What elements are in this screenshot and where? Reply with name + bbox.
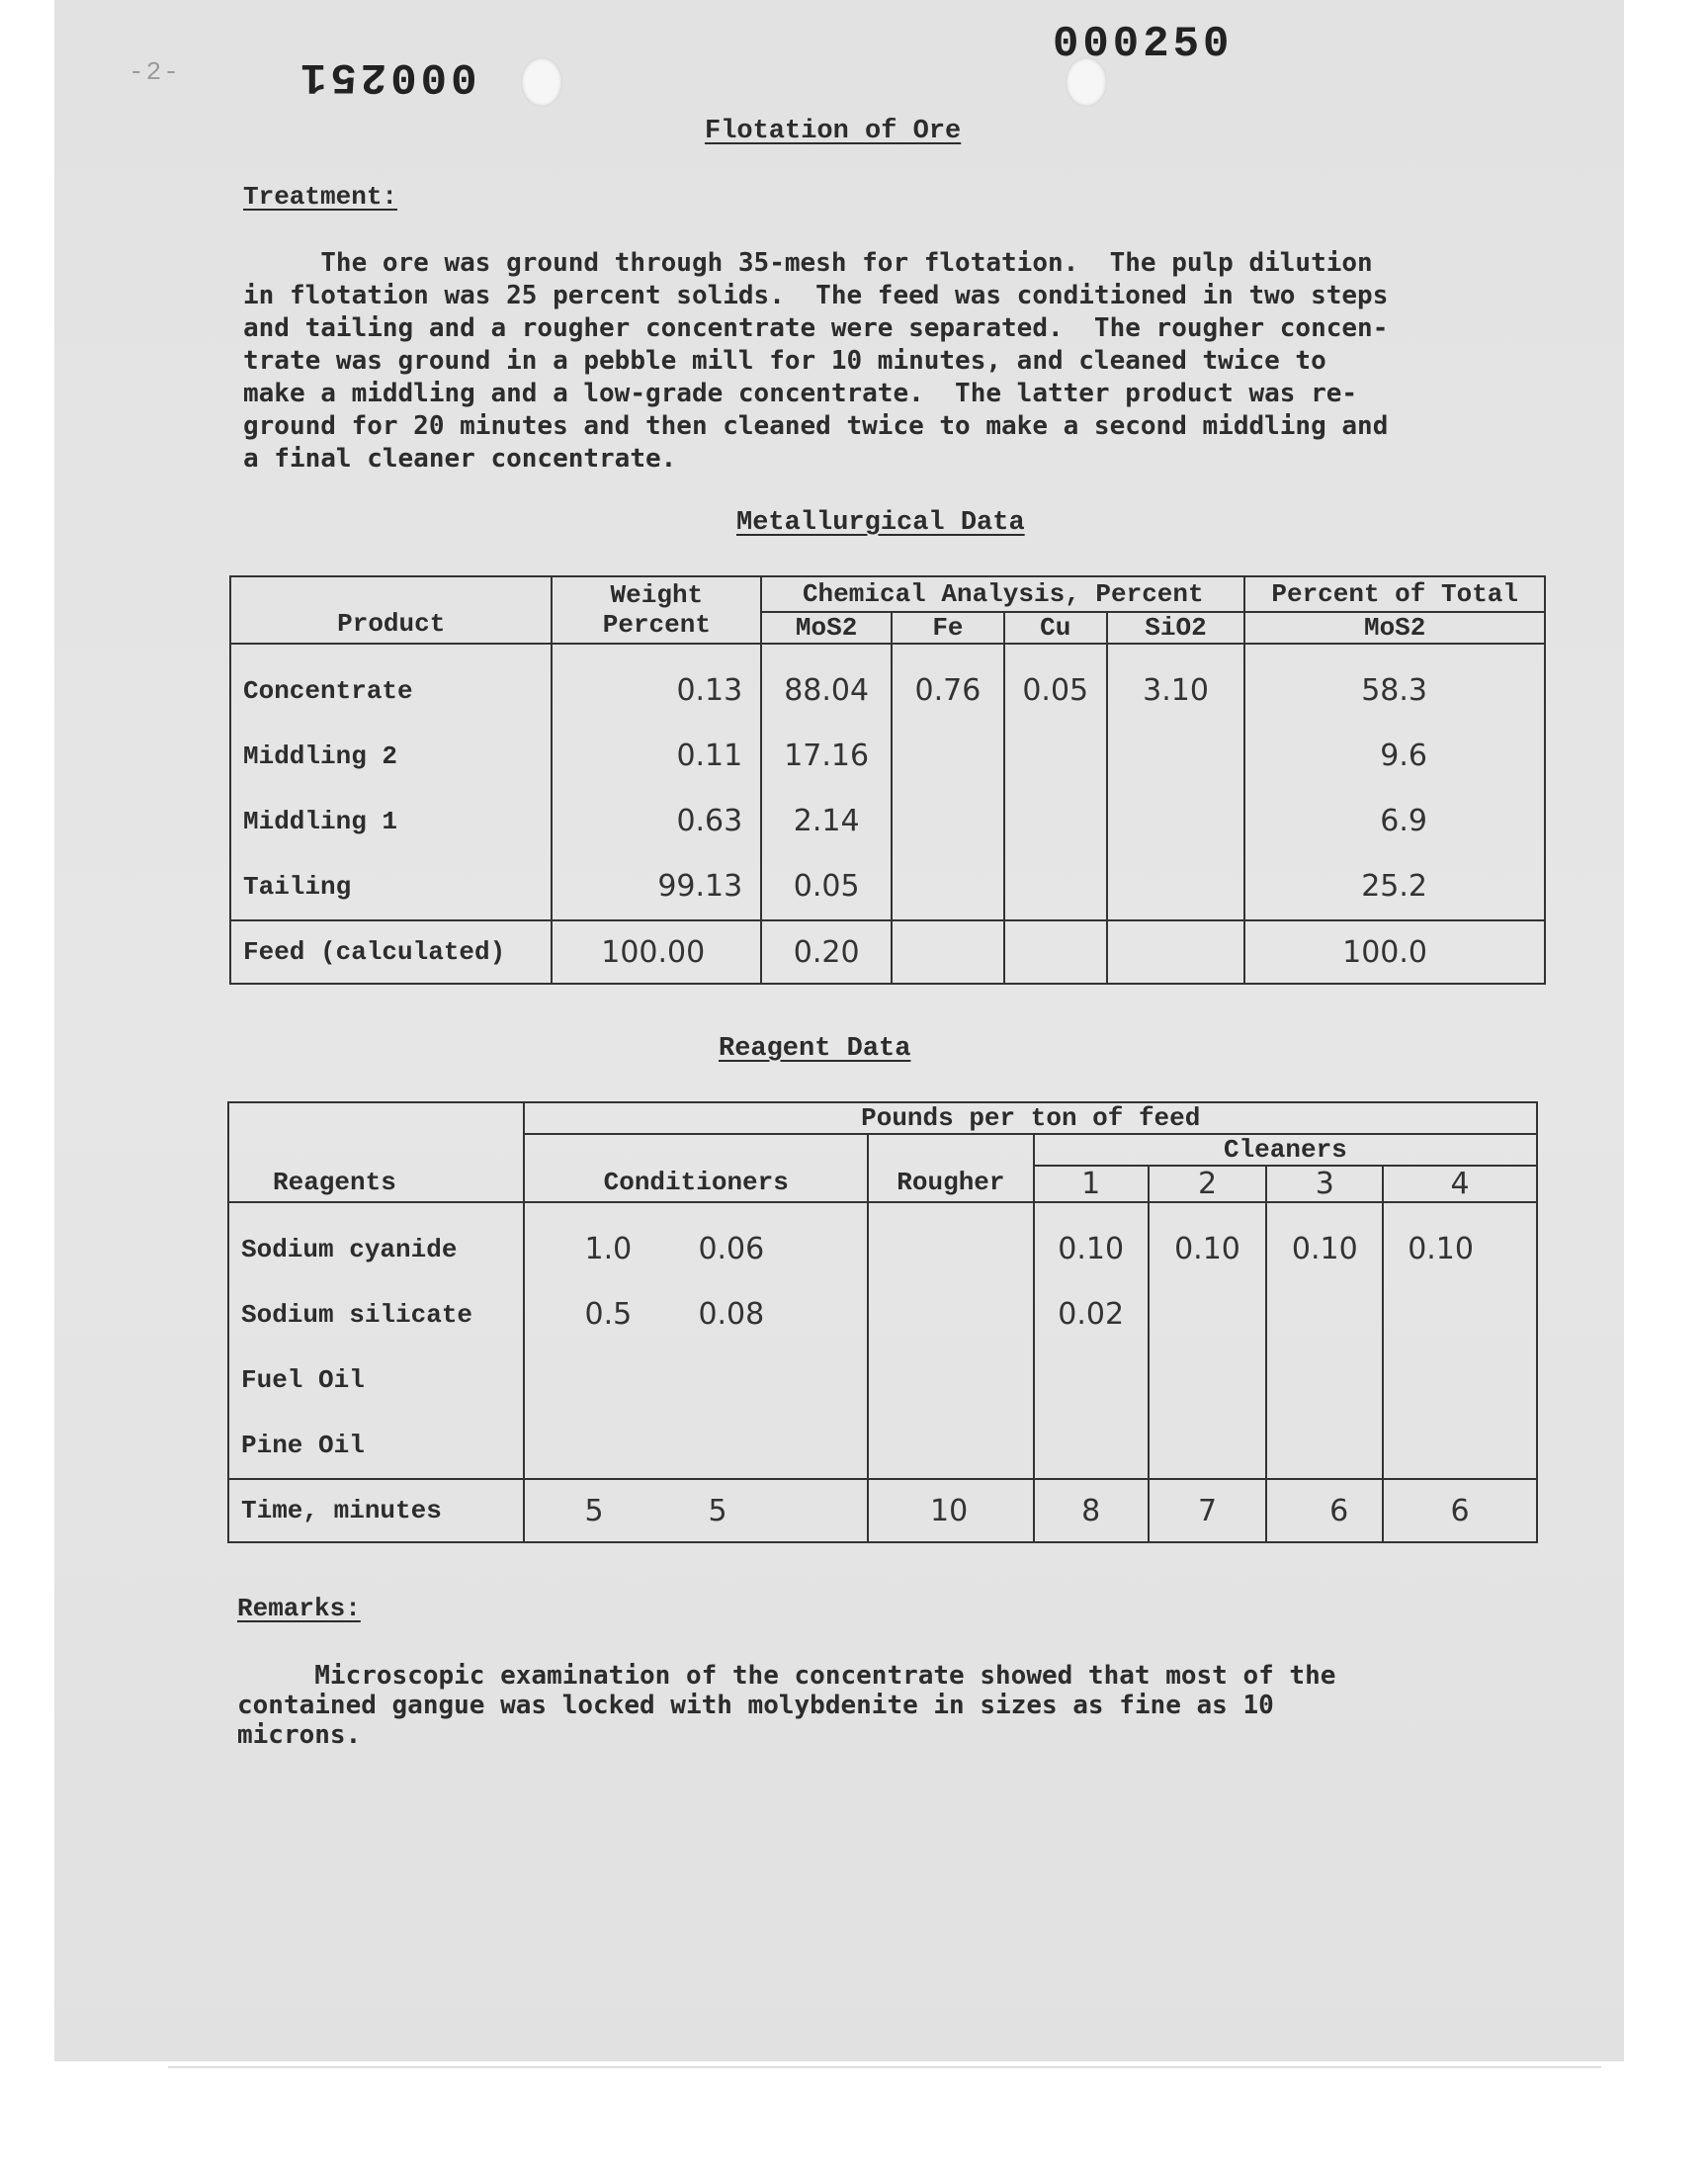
- table-cell: 0.11: [676, 739, 743, 773]
- table-cell-empty: [892, 920, 1004, 984]
- pct-column: [1244, 644, 1545, 920]
- table-cell-empty: [1107, 920, 1245, 984]
- header-weight: [552, 576, 761, 644]
- time-cond-b: 5: [640, 1479, 868, 1542]
- header-cu: Cu: [1004, 612, 1107, 644]
- table-cell: 88.04: [784, 673, 870, 708]
- text-line: contained gangue was locked with molybdenite in sizes as fine as 10: [237, 1691, 1274, 1720]
- table-cell: 0.02: [1058, 1297, 1125, 1332]
- header-rougher: Rougher: [868, 1134, 1034, 1202]
- cleaner-2-column: [1149, 1202, 1267, 1479]
- time-rougher: 10: [868, 1479, 1034, 1542]
- stamp-number-rotated: 000251: [297, 51, 477, 101]
- header-cleaner-2: 2: [1149, 1166, 1267, 1202]
- table-cell: 0.05: [1022, 673, 1089, 708]
- text-line: Microscopic examination of the concentrate showed that most of the: [237, 1661, 1336, 1691]
- weight-column: [552, 644, 761, 920]
- table-cell: Fuel Oil: [241, 1365, 365, 1395]
- conditioner-a-column: [524, 1202, 640, 1479]
- header-cleaner-3: 3: [1266, 1166, 1383, 1202]
- table-cell: 3.10: [1143, 673, 1209, 708]
- header-cleaners: Cleaners: [1034, 1134, 1537, 1166]
- text-line: microns.: [237, 1720, 362, 1750]
- cleaner-4-column: [1383, 1202, 1537, 1479]
- page-edge-line: [168, 2066, 1601, 2068]
- table-cell: Pine Oil: [241, 1431, 365, 1460]
- feed-product: Feed (calculated): [230, 920, 552, 984]
- table-cell: 25.2: [1361, 869, 1427, 904]
- header-pounds: Pounds per ton of feed: [524, 1102, 1537, 1134]
- time-cleaner-1: 8: [1034, 1479, 1149, 1542]
- conditioner-b-column: [640, 1202, 868, 1479]
- header-cleaner-1: 1: [1034, 1166, 1149, 1202]
- table-cell: Middling 2: [243, 741, 398, 771]
- product-column: [230, 644, 552, 920]
- pencil-mark: -2-: [128, 57, 181, 87]
- time-cleaner-4: 6: [1383, 1479, 1537, 1542]
- text-line: ground for 20 minutes and then cleaned twice to make a second middling and: [243, 411, 1389, 441]
- text-line: a final cleaner concentrate.: [243, 444, 677, 474]
- table-cell: 0.5: [584, 1297, 633, 1332]
- sio2-column: [1107, 644, 1245, 920]
- cleaner-3-column: [1266, 1202, 1383, 1479]
- table-cell: 58.3: [1361, 673, 1427, 708]
- table-cell: 17.16: [784, 739, 870, 773]
- header-reagents: Reagents: [228, 1102, 524, 1202]
- table-cell: Middling 1: [243, 807, 398, 836]
- header-percent-total: Percent of Total: [1244, 576, 1545, 612]
- table-cell: 0.10: [1174, 1232, 1240, 1266]
- feed-mos2: 0.20: [761, 920, 892, 984]
- feed-pct: 100.0: [1244, 920, 1545, 984]
- header-product: Product: [230, 576, 552, 644]
- stamp-number: 000250: [1053, 20, 1234, 69]
- header-fe: Fe: [892, 612, 1004, 644]
- table-cell: 0.10: [1408, 1232, 1474, 1266]
- remarks-label: Remarks:: [237, 1594, 361, 1623]
- metallurgical-caption: Metallurgical Data: [736, 508, 1025, 538]
- table-cell: 0.10: [1058, 1232, 1125, 1266]
- mos2-column: [761, 644, 892, 920]
- table-cell: Sodium silicate: [241, 1300, 473, 1330]
- page-title: Flotation of Ore: [705, 117, 962, 146]
- table-cell: 9.6: [1380, 739, 1427, 773]
- header-weight-line: Weight: [610, 580, 704, 610]
- table-cell-empty: [1004, 920, 1107, 984]
- header-cleaner-4: 4: [1383, 1166, 1537, 1202]
- time-cleaner-2: 7: [1149, 1479, 1267, 1542]
- table-cell: Concentrate: [243, 676, 413, 706]
- punch-hole: [521, 57, 562, 107]
- time-cleaner-3: 6: [1266, 1479, 1383, 1542]
- table-cell: 0.63: [676, 804, 743, 838]
- table-cell: 6.9: [1380, 804, 1427, 838]
- text-line: make a middling and a low-grade concentrate. The latter product was re-: [243, 379, 1358, 408]
- table-cell: Tailing: [243, 872, 352, 902]
- treatment-paragraph: [243, 247, 1388, 476]
- table-cell: 0.05: [793, 869, 860, 904]
- remarks-paragraph: [237, 1661, 1335, 1750]
- header-pct-mos2: MoS2: [1244, 612, 1545, 644]
- treatment-label: Treatment:: [243, 182, 398, 212]
- table-cell: 0.76: [914, 673, 982, 708]
- time-cond-a: 5: [524, 1479, 640, 1542]
- table-cell: 0.06: [698, 1232, 765, 1266]
- header-sio2: SiO2: [1107, 612, 1245, 644]
- feed-weight: 100.00: [552, 920, 761, 984]
- table-cell: 1.0: [584, 1232, 633, 1266]
- reagent-table: [227, 1101, 1538, 1543]
- time-label: Time, minutes: [228, 1479, 524, 1542]
- text-line: trate was ground in a pebble mill for 10 minutes, and cleaned twice to: [243, 346, 1326, 376]
- cu-column: [1004, 644, 1107, 920]
- rougher-column: [868, 1202, 1034, 1479]
- reagent-name-column: [228, 1202, 524, 1479]
- table-cell: 0.10: [1291, 1232, 1358, 1266]
- table-cell: Sodium cyanide: [241, 1235, 458, 1264]
- cleaner-1-column: [1034, 1202, 1149, 1479]
- metallurgical-table: [229, 575, 1546, 985]
- text-line: in flotation was 25 percent solids. The feed was conditioned in two steps: [243, 281, 1389, 310]
- header-mos2: MoS2: [761, 612, 892, 644]
- table-cell: 99.13: [657, 869, 743, 904]
- header-conditioners: Conditioners: [524, 1134, 868, 1202]
- fe-column: [892, 644, 1004, 920]
- table-cell: 0.08: [698, 1297, 765, 1332]
- text-line: The ore was ground through 35-mesh for flotation. The pulp dilution: [243, 248, 1373, 278]
- header-weight-line: Percent: [602, 610, 711, 640]
- header-chemical-analysis: Chemical Analysis, Percent: [761, 576, 1244, 612]
- reagent-caption: Reagent Data: [719, 1034, 911, 1064]
- table-cell: 2.14: [793, 804, 860, 838]
- table-cell: 0.13: [676, 673, 743, 708]
- text-line: and tailing and a rougher concentrate were separated. The rougher concen-: [243, 313, 1389, 343]
